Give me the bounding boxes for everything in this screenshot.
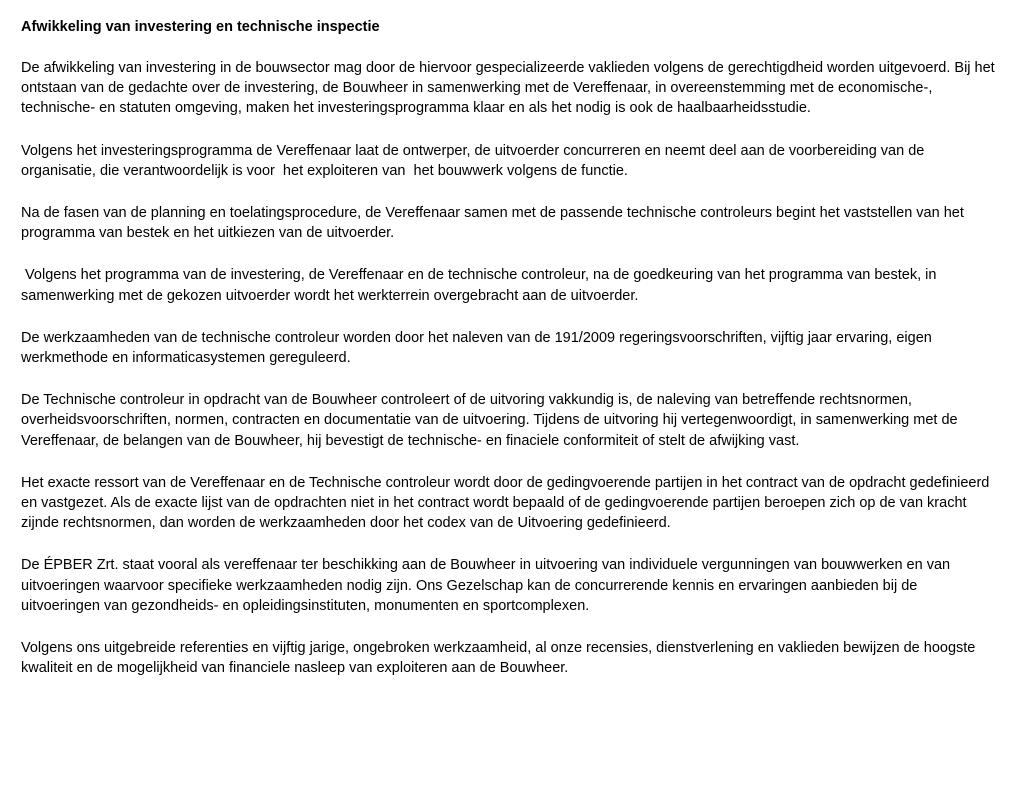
paragraph-scope-of-work: Het exacte ressort van de Vereffenaar en de Technische controleur wordt door de gedingvoerende partijen in het contract van de opdracht gedefinieerd en vastgezet. Als de exacte lijst van de opdrachten niet in het contract wordt bepaald of de gedingvoerende partijen beroepen zich op de van kracht zijnde rechtsnormen, dan worden de werkzaamheden door het codex van de Uitvoering gedefinieerd. [21,474,994,532]
paragraph-investment-process: De afwikkeling van investering in de bouwsector mag door de hiervoor gespecializeerde vaklieden volgens de gerechtigdheid worden uitgevoerd. Bij het ontstaan van de gedachte over de investering, de Bouwheer in samenwerking met de Vereffenaar, in overeenstemming met de economische-, technische- en statuten omgeving, maken het investeringsprogramma klaar en als het nodig is ook de haalbaarheidsstudie. [21,60,999,117]
page-title: Afwikkeling van investering en technische inspectie [21,19,380,35]
paragraph-planning-phase: Na de fasen van de planning en toelatingsprocedure, de Vereffenaar samen met de passende technische controleurs begint het vaststellen van het programma van bestek en het uitkiezen van de uitvoerder. [21,205,968,242]
paragraph-site-handover: Volgens het programma van de investering, de Vereffenaar en de technische controleur, na de goedkeuring van het programma van bestek, in samenwerking met de gekozen uitvoerder wordt het werkterrein overgebracht aan de uitvoerder. [21,267,941,304]
paragraph-controller-regulation: De werkzaamheden van de technische controleur worden door het naleven van de 191/2009 regeringsvoorschriften, vijftig jaar ervaring, eigen werkmethode en informaticasystemen gereguleerd. [21,329,936,367]
paragraph-controller-duties: De Technische controleur in opdracht van de Bouwheer controleert of de uitvoring vakkundig is, de naleving van betreffende rechtsnormen, overheidsvoorschriften, normen, contracten en documentatie van de uitvoering. Tijdens de uitvoring hij vertegenwoordigt, in samenwerking met de Vereffenaar, de belangen van de Bouwheer, hij bevestigt de technische- en finaciele conformiteit of stelt de afwijking vast. [21,392,962,449]
document-body [21,17,999,700]
paragraph-investment-programme: Volgens het investeringsprogramma de Vereffenaar laat de ontwerper, de uitvoerder concurreren en neemt deel aan de voorbereiding van de organisatie, die verantwoordelijk is voor het exploiteren van het bouwwerk volgens de functie. [21,142,929,179]
paragraph-references: Volgens ons uitgebreide referenties en vijftig jarige, ongebroken werkzaamheid, al onze recensies, dienstverlening en vaklieden bewijzen de hoogste kwaliteit en de mogelijkheid van financiele nasleep van exploiteren aan de Bouwheer. [21,640,980,677]
paragraph-company-services: De ÉPBER Zrt. staat vooral als vereffenaar ter beschikking aan de Bouwheer in uitvoering van individuele vergunningen van bouwwerken en van uitvoeringen waarvoor specifieke werkzaamheden nodig zijn. Ons Gezelschap kan de concurrerende kennis en ervaringen aanbieden bij de uitvoeringen van gezondheids- en opleidingsinstituten, monumenten en sportcomplexen. [21,557,955,614]
